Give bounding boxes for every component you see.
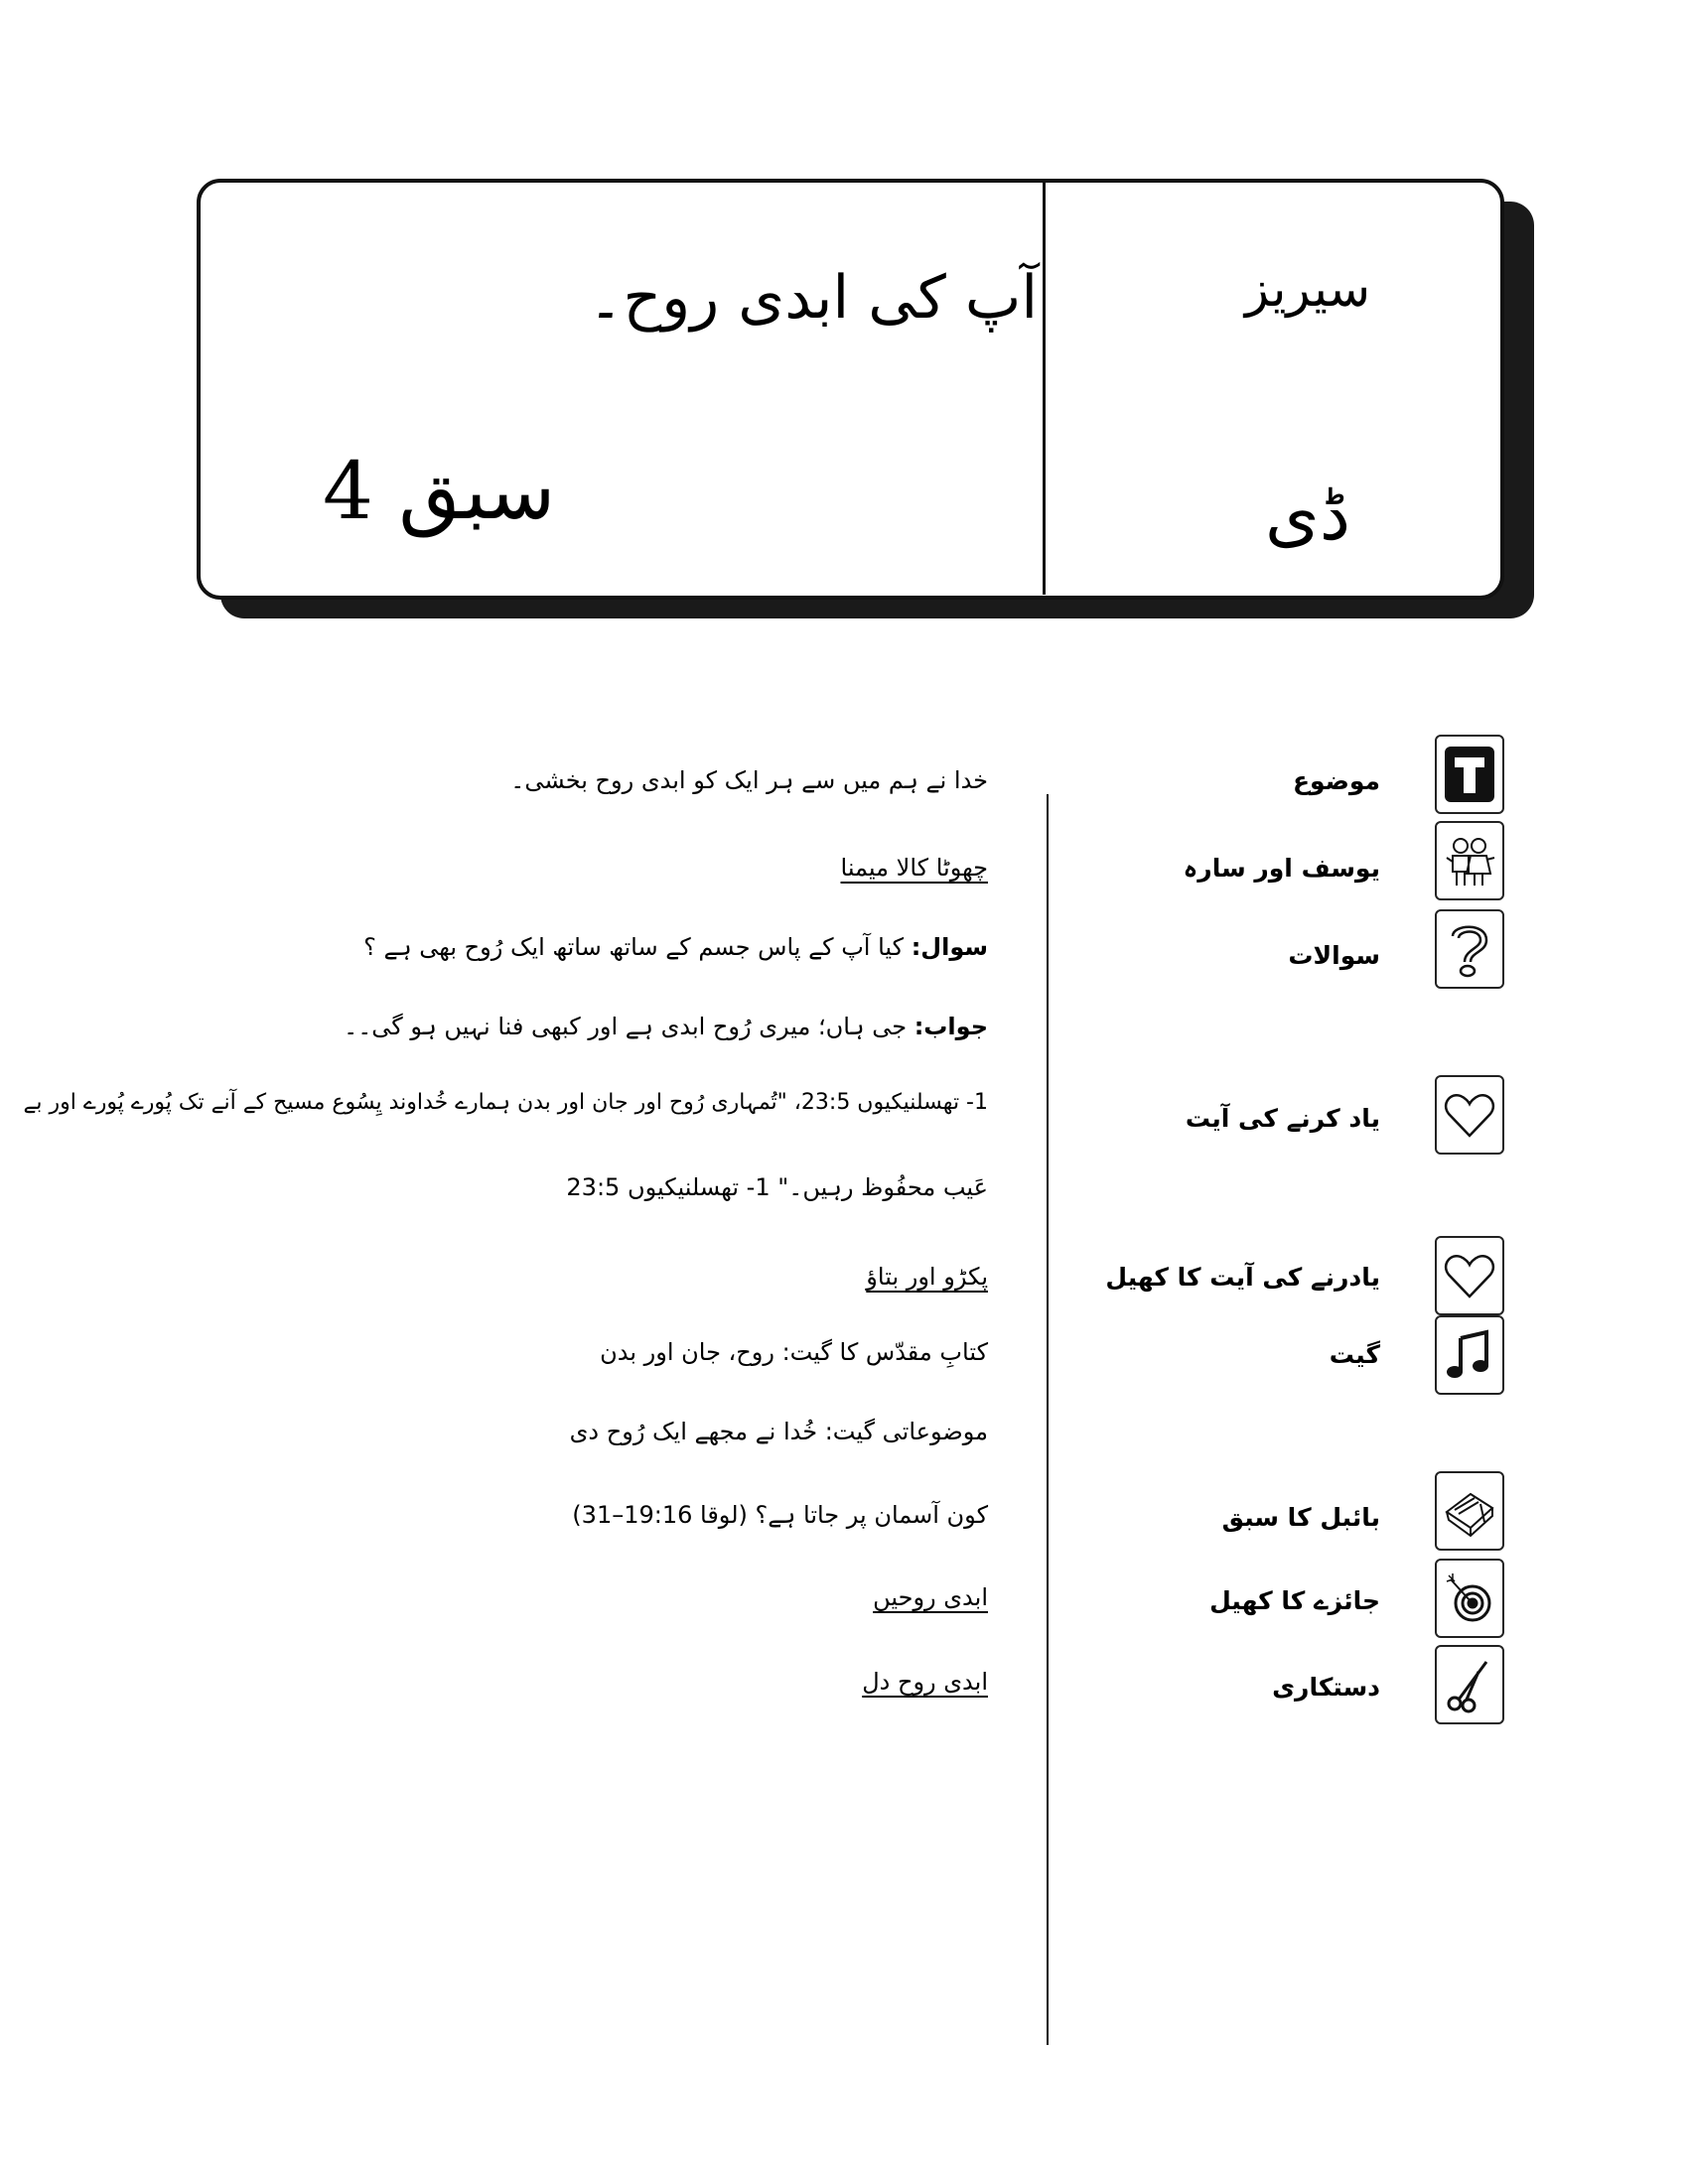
answer-label: جواب:: [914, 1013, 988, 1040]
song-thematic: موضوعاتی گیت: خُدا نے مجھے ایک رُوح دی: [569, 1418, 988, 1445]
answer-text: جی ہاں؛ میری رُوح ابدی ہے اور کبھی فنا نہیں ہو گی۔۔: [344, 1013, 914, 1040]
heart-icon: [1435, 1236, 1504, 1315]
question-label: سوال:: [911, 933, 988, 961]
target-icon: [1435, 1559, 1504, 1638]
heart-icon: [1435, 1075, 1504, 1155]
memory-verse-line-2: عَیب محفُوظ رہیں۔" 1- تھسلنیکیوں 23:5: [566, 1173, 988, 1201]
series-letter: ڈی: [1265, 475, 1350, 556]
sidebar-label-verse-game: یادرنے کی آیت کا کھیل: [1105, 1263, 1380, 1292]
sidebar-label-bible-lesson: بائبل کا سبق: [1221, 1503, 1380, 1532]
header-divider: [1043, 182, 1046, 595]
question-icon: [1435, 909, 1504, 989]
scissors-icon: [1435, 1645, 1504, 1724]
verse-game-title: پکڑو اور بتاؤ: [866, 1263, 988, 1291]
topic-t-icon: [1435, 735, 1504, 814]
lesson-number: سبق 4: [323, 445, 556, 537]
sidebar-label-craft: دستکاری: [1272, 1673, 1380, 1702]
memory-verse-line-1: 1- تھسلنیکیوں 23:5، "تُمہاری رُوح اور جان اور بدن ہمارے خُداوند یِسُوع مسیح کے آنے تک پُورے پُورے اور بے: [23, 1090, 988, 1115]
sidebar-label-joseph-sarah: یوسف اور سارہ: [1183, 854, 1380, 883]
sidebar-label-topic: موضوع: [1292, 766, 1380, 795]
bible-lesson-title: کون آسمان پر جاتا ہے؟ (لوقا 19:16–31): [572, 1501, 988, 1529]
sidebar-label-review-game: جائزے کا کھیل: [1209, 1586, 1380, 1615]
topic-text: خدا نے ہم میں سے ہر ایک کو ابدی روح بخشی۔: [510, 766, 988, 794]
lesson-title: آپ کی ابدی روح۔: [588, 263, 1038, 333]
sidebar-label-memory-verse: یاد کرنے کی آیت: [1185, 1104, 1380, 1133]
story-title: چھوٹا کالا میمنا: [840, 854, 988, 882]
question-line: [363, 933, 988, 961]
question-text: کیا آپ کے پاس جسم کے ساتھ ساتھ ایک رُوح بھی ہے ؟: [363, 933, 912, 961]
sidebar-label-song: گیت: [1329, 1340, 1380, 1369]
review-game-title: ابدی روحیں: [873, 1583, 988, 1611]
craft-title: ابدی روح دل: [862, 1668, 988, 1696]
children-icon: [1435, 821, 1504, 900]
sidebar-label-questions: سوالات: [1288, 941, 1380, 970]
answer-line: [344, 1013, 988, 1040]
song-bible: کتابِ مقدّس کا گیت: روح، جان اور بدن: [600, 1338, 988, 1366]
column-divider: [1047, 794, 1049, 2045]
bible-icon: [1435, 1471, 1504, 1551]
series-label: سیریز: [1244, 260, 1370, 318]
music-note-icon: [1435, 1315, 1504, 1395]
